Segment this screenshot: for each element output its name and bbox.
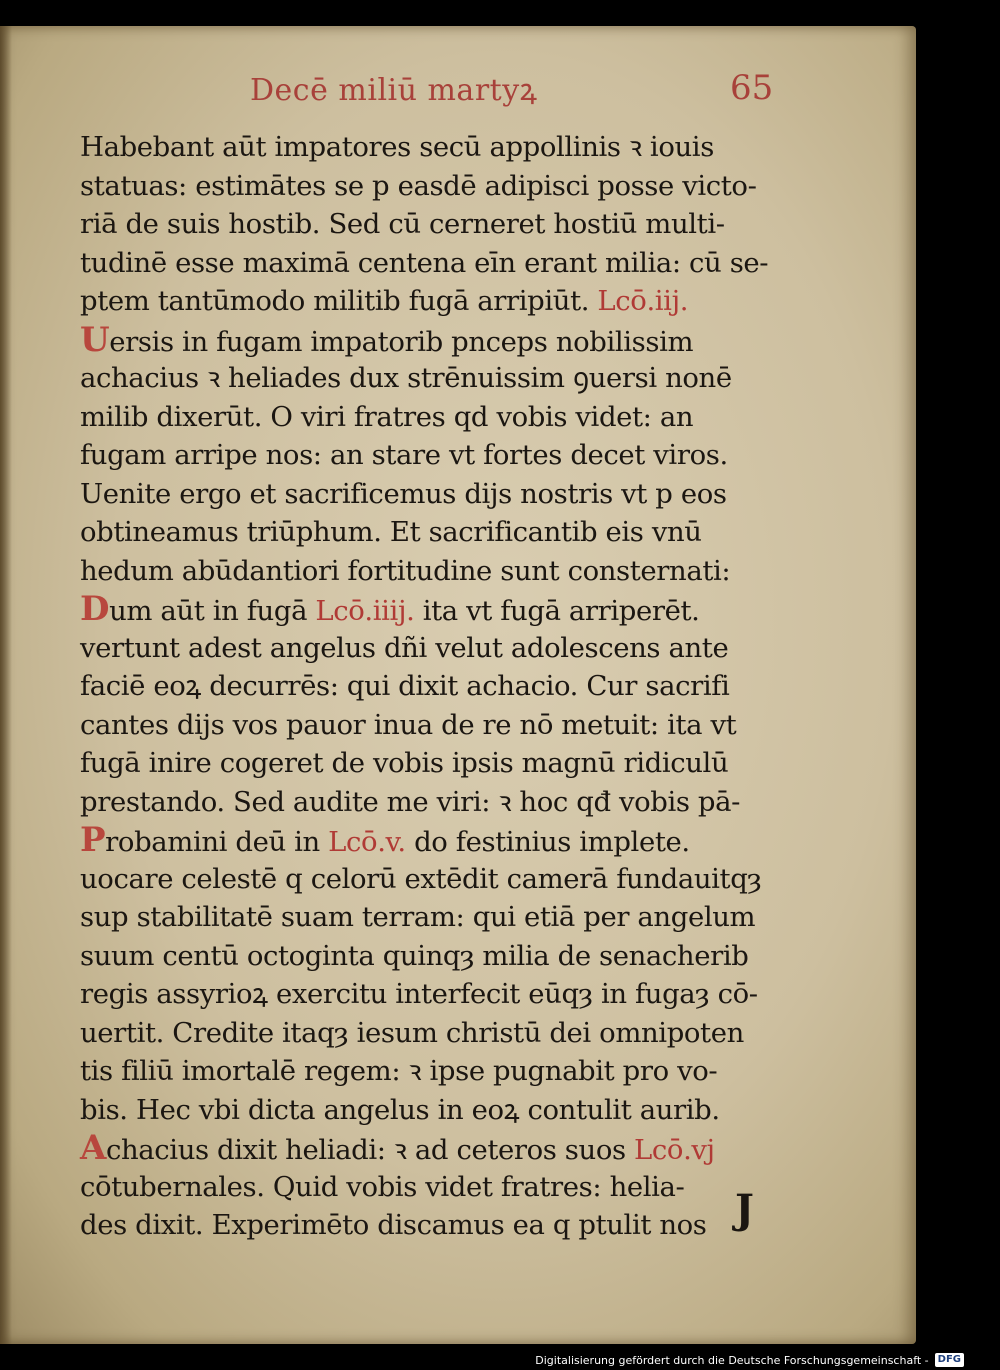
line-text: cōtubernales. Quid vobis videt fratres: helia- [80,1170,685,1203]
line-text: hedum abūdantiori fortitudine sunt consternati: [80,554,731,587]
text-line [80,128,820,167]
text-line [80,244,820,283]
line-text: obtineamus triūphum. Et sacrificantib eis vnū [80,516,702,548]
line-text: uertit. Credite itaqȝ iesum christū dei omnipoten [80,1016,744,1049]
text-line [80,898,820,937]
line-text: sup stabilitatē suam terram: qui etiā per angelum [80,901,756,933]
book-page [0,26,916,1344]
initial-letter: A [80,1128,106,1168]
line-text: Habebant aūt impatores secū appollinis ꝛ iouis [80,131,714,163]
line-text: tudinē esse maximā centena eīn erant milia: cū se- [80,246,769,279]
line-text: regis assyrioꝝ exercitu interfecit eūqȝ in fugaȝ cō- [80,978,758,1010]
text-block [80,128,820,1245]
page-gutter-shadow [0,26,12,1344]
text-line [80,1206,820,1245]
dfg-logo: DFG [935,1353,964,1367]
text-line [80,282,820,321]
text-line [80,1168,820,1207]
line-text: ersis in fugam impatorib pnceps nobilissim [109,325,694,358]
line-text: vertunt adest angelus dñi velut adolescens ante [80,631,729,664]
initial-letter: U [80,319,110,360]
line-text: fugam arripe nos: an stare vt fortes decet viros. [80,439,728,471]
text-line [80,590,820,629]
text-line [80,436,820,475]
line-text: cantes dijs vos pauor inua de re nō metuit: ita vt [80,708,737,741]
text-line [80,398,820,437]
running-head: Decē miliū martyꝝ [250,73,538,108]
text-line [80,783,820,822]
line-pre-text: ptem tantūmodo militib fugā arripiūt. [80,285,598,317]
line-text: statuas: estimātes se p easdē adipisci posse victo- [80,169,757,202]
text-line [80,744,820,783]
text-line [80,1052,820,1091]
folio-number: 65 [730,68,774,108]
text-line [80,475,820,514]
signature-mark: J [735,1186,754,1233]
text-line [80,860,820,899]
line-text: uocare celestē q celorū extēdit camerā fundauitqȝ [80,862,762,895]
text-line [80,321,820,360]
line-text: faciē eoꝝ decurrēs: qui dixit achacio. Cur sacrifi [80,670,730,702]
text-line [80,513,820,552]
line-text: fugā inire cogeret de vobis ipsis magnū ridiculū [80,747,729,779]
line-text: Uenite ergo et sacrificemus dijs nostris vt p eos [80,477,727,510]
text-line [80,937,820,976]
text-line [80,1129,820,1168]
line-text: riā de suis hostib. Sed cū cerneret hostiū multi- [80,208,725,240]
line-text: suum centū octoginta quinqȝ milia de senacherib [80,939,749,972]
rubric-lection: Lcō.iiij. [315,595,415,627]
text-line [80,1014,820,1053]
text-line [80,552,820,591]
text-line [80,1091,820,1130]
line-post-text: ita vt fugā arriperēt. [414,595,700,627]
initial-letter: D [80,589,110,629]
text-line [80,167,820,206]
line-text: um aūt in fugā [109,595,316,627]
line-text: chacius dixit heliadi: ꝛ ad ceteros suos [105,1134,635,1166]
line-text: des dixit. Experimēto discamus ea q ptulit nos [80,1209,707,1241]
line-text: prestando. Sed audite me viri: ꝛ hoc qđ vobis pā- [80,785,741,818]
line-text: milib dixerūt. O viri fratres qd vobis videt: an [80,400,694,433]
text-line [80,975,820,1014]
text-line [80,359,820,398]
text-line [80,205,820,244]
text-line [80,821,820,860]
line-text: bis. Hec vbi dicta angelus in eoꝝ contulit aurib. [80,1093,720,1126]
text-line [80,706,820,745]
footer-text: Digitalisierung gefördert durch die Deutsche Forschungsgemeinschaft - [535,1353,929,1367]
line-text: tis filiū imortalē regem: ꝛ ipse pugnabit pro vo- [80,1055,718,1087]
text-line [80,629,820,668]
line-post-text: do festinius implete. [405,826,690,858]
footer-credit [535,1353,964,1367]
rubric-lection: Lcō.v. [328,826,406,858]
rubric-lection: Lcō.iij. [597,285,689,317]
initial-letter: P [80,820,106,860]
text-line [80,667,820,706]
line-text: achacius ꝛ heliades dux strēnuissim ꝯuersi nonē [80,362,732,394]
rubric-lection: Lcō.vj [634,1134,715,1166]
line-text: robamini deū in [105,826,329,858]
